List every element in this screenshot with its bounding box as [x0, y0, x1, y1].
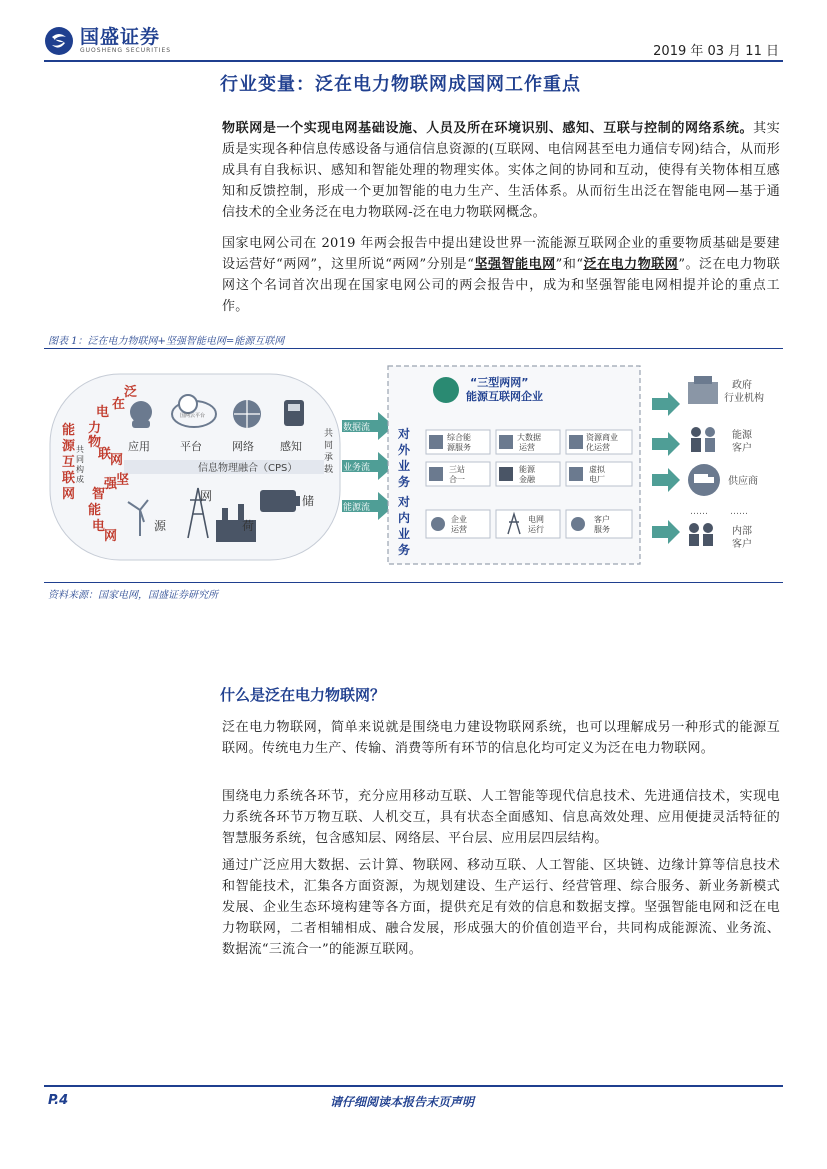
flow-carry-label: 共同承载 [324, 429, 334, 475]
cloud-label: 国网云平台 [180, 413, 206, 419]
globe-icon [233, 400, 261, 428]
logo-name: 国盛证券 [80, 26, 161, 48]
center-title-1: “三型两网” [470, 376, 529, 389]
battery-icon [260, 490, 300, 512]
figure-diagram [48, 360, 780, 570]
top-label-sensing: 感知 [280, 440, 302, 453]
paragraph-2-a: 国家电网公司在 2019 年两会报告中提出建设世界一流能源互联网企业的重要物质基础是要建设运营好“两网”，这里所说“两网”分别是“ [222, 236, 780, 272]
internal-customer-icon [689, 523, 713, 546]
right-dots-2: …… [730, 507, 748, 517]
ext-item-1: 综合能源服务 [447, 433, 471, 452]
right-item-internal-customer: 内部客户 [732, 526, 752, 550]
bottom-label-grid: 网 [200, 489, 213, 503]
energy-customer-icon [691, 427, 715, 452]
label-external-business: 对外业务 [398, 427, 411, 489]
flow-business: 业务流 [343, 463, 371, 473]
highlight-ubiquitous-iot: 泛在电力物联网 [583, 257, 679, 272]
paragraph-1 [222, 118, 780, 223]
top-label-network: 网络 [232, 440, 254, 453]
ext-item-3: 资源商业化运营 [586, 433, 618, 452]
bottom-label-source: 源 [154, 519, 167, 533]
label-ubiquitous-iot: 泛在电力物联网 [88, 385, 138, 468]
logo [44, 26, 171, 56]
center-title-2: 能源互联网企业 [466, 390, 543, 403]
ext-item-5: 能源金融 [519, 465, 535, 484]
figure-top-rule [44, 348, 783, 349]
label-energy-internet: 能源互联网 [62, 423, 76, 502]
flow-energy: 能源流 [343, 503, 371, 513]
paragraph-1-bold: 物联网是一个实现电网基础设施、人员及所在环境识别、感知、互联与控制的网络系统。 [222, 121, 754, 136]
sensor-icon [284, 400, 304, 426]
int-item-1: 企业运营 [451, 515, 467, 534]
paragraph-5: 通过广泛应用大数据、云计算、物联网、移动互联、人工智能、区块链、边缘计算等信息技术和智能技术，汇集各方面资源，为规划建设、生产运行、经营管理、综合服务、新业务新模式发展、企业生态环境构建等各方面，提供充足有效的信息和数据支撑。坚强智能电网和泛在电力物联网，二者相辅相成、融合发展，形成强大的价值创造平台，共同构成能源流、业务流、数据流“三流合一”的能源互联网。 [222, 858, 780, 957]
label-strong-smart-grid: 坚强智能电网 [88, 473, 130, 544]
guosheng-logo-icon [44, 26, 74, 56]
right-item-government: 政府行业机构 [724, 380, 764, 404]
footer-divider [44, 1085, 783, 1087]
figure-bottom-rule [44, 582, 783, 583]
header-divider [44, 60, 783, 62]
right-item-supplier: 供应商 [728, 476, 758, 487]
label-co-construct: 共同构成 [76, 445, 84, 484]
paragraph-1-body: 其实质是实现各种信息传感设备与通信信息资源的(互联网、电信网甚至电力通信专网)结合，从而形成具有自我标识、感知和智能处理的物理实体。实体之间的协同和互动，使得有关物体相互感知和反馈控制，形成一个更加智能的电力生产、生活体系。从而衍生出泛在智能电网—基于通信技术的全业务泛在电力物联网-泛在电力物联网概念。 [222, 121, 780, 220]
page-number: P.4 [48, 1093, 69, 1108]
government-building-icon [688, 376, 718, 404]
report-date: 2019 年 03 月 11 日 [653, 44, 779, 59]
flow-data: 数据流 [343, 423, 371, 433]
app-icon [130, 401, 152, 428]
bottom-label-load: 荷 [242, 519, 255, 533]
paragraph-2-c: ”。泛在电力物联网这个名词首次出现在国家电网公司的两会报告中，成为和坚强智能电网相提并论的重点工作。 [222, 257, 781, 314]
paragraph-4: 围绕电力系统各环节，充分应用移动互联、人工智能等现代信息技术、先进通信技术，实现电力系统各环节万物互联、人机交互，具有状态全面感知、信息高效处理、应用便捷灵活特征的智慧服务系统，包含感知层、网络层、平台层、应用层四层结构。 [222, 789, 780, 846]
paragraph-2-b: ”和“ [555, 257, 584, 272]
label-internal-business: 对内业务 [398, 495, 411, 557]
paragraph-2 [222, 233, 780, 317]
bottom-label-storage: 储 [302, 494, 315, 508]
int-item-3: 客户服务 [594, 515, 610, 534]
section-title-2: 什么是泛在电力物联网？ [220, 686, 386, 704]
ext-item-6: 虚拟电厂 [589, 465, 605, 484]
highlight-strong-grid: 坚强智能电网 [474, 257, 556, 272]
ext-item-4: 三站合一 [449, 465, 465, 484]
top-label-application: 应用 [128, 440, 150, 453]
state-grid-logo-icon [433, 377, 459, 403]
int-item-2: 电网运行 [528, 515, 544, 534]
top-label-platform: 平台 [180, 440, 202, 453]
right-arrows [652, 392, 680, 544]
section-title-1: 行业变量：泛在电力物联网成国网工作重点 [220, 74, 581, 95]
ext-item-2: 大数据运营 [517, 433, 541, 452]
logo-subtitle: GUOSHENG SECURITIES [80, 47, 172, 54]
footer-disclaimer: 请仔细阅读本报告末页声明 [330, 1095, 475, 1109]
right-dots-1: …… [690, 507, 708, 517]
cps-band-label: 信息物理融合（CPS） [198, 463, 298, 474]
supplier-truck-icon [688, 464, 720, 496]
paragraph-3: 泛在电力物联网，简单来说就是围绕电力建设物联网系统，也可以理解成另一种形式的能源互联网。传统电力生产、传输、消费等所有环节的信息化均可定义为泛在电力物联网。 [222, 720, 780, 756]
figure-source: 资料来源：国家电网，国盛证券研究所 [48, 590, 218, 601]
figure-caption: 图表 1：泛在电力物联网+坚强智能电网=能源互联网 [48, 336, 285, 347]
right-item-energy-customer: 能源客户 [732, 430, 752, 454]
